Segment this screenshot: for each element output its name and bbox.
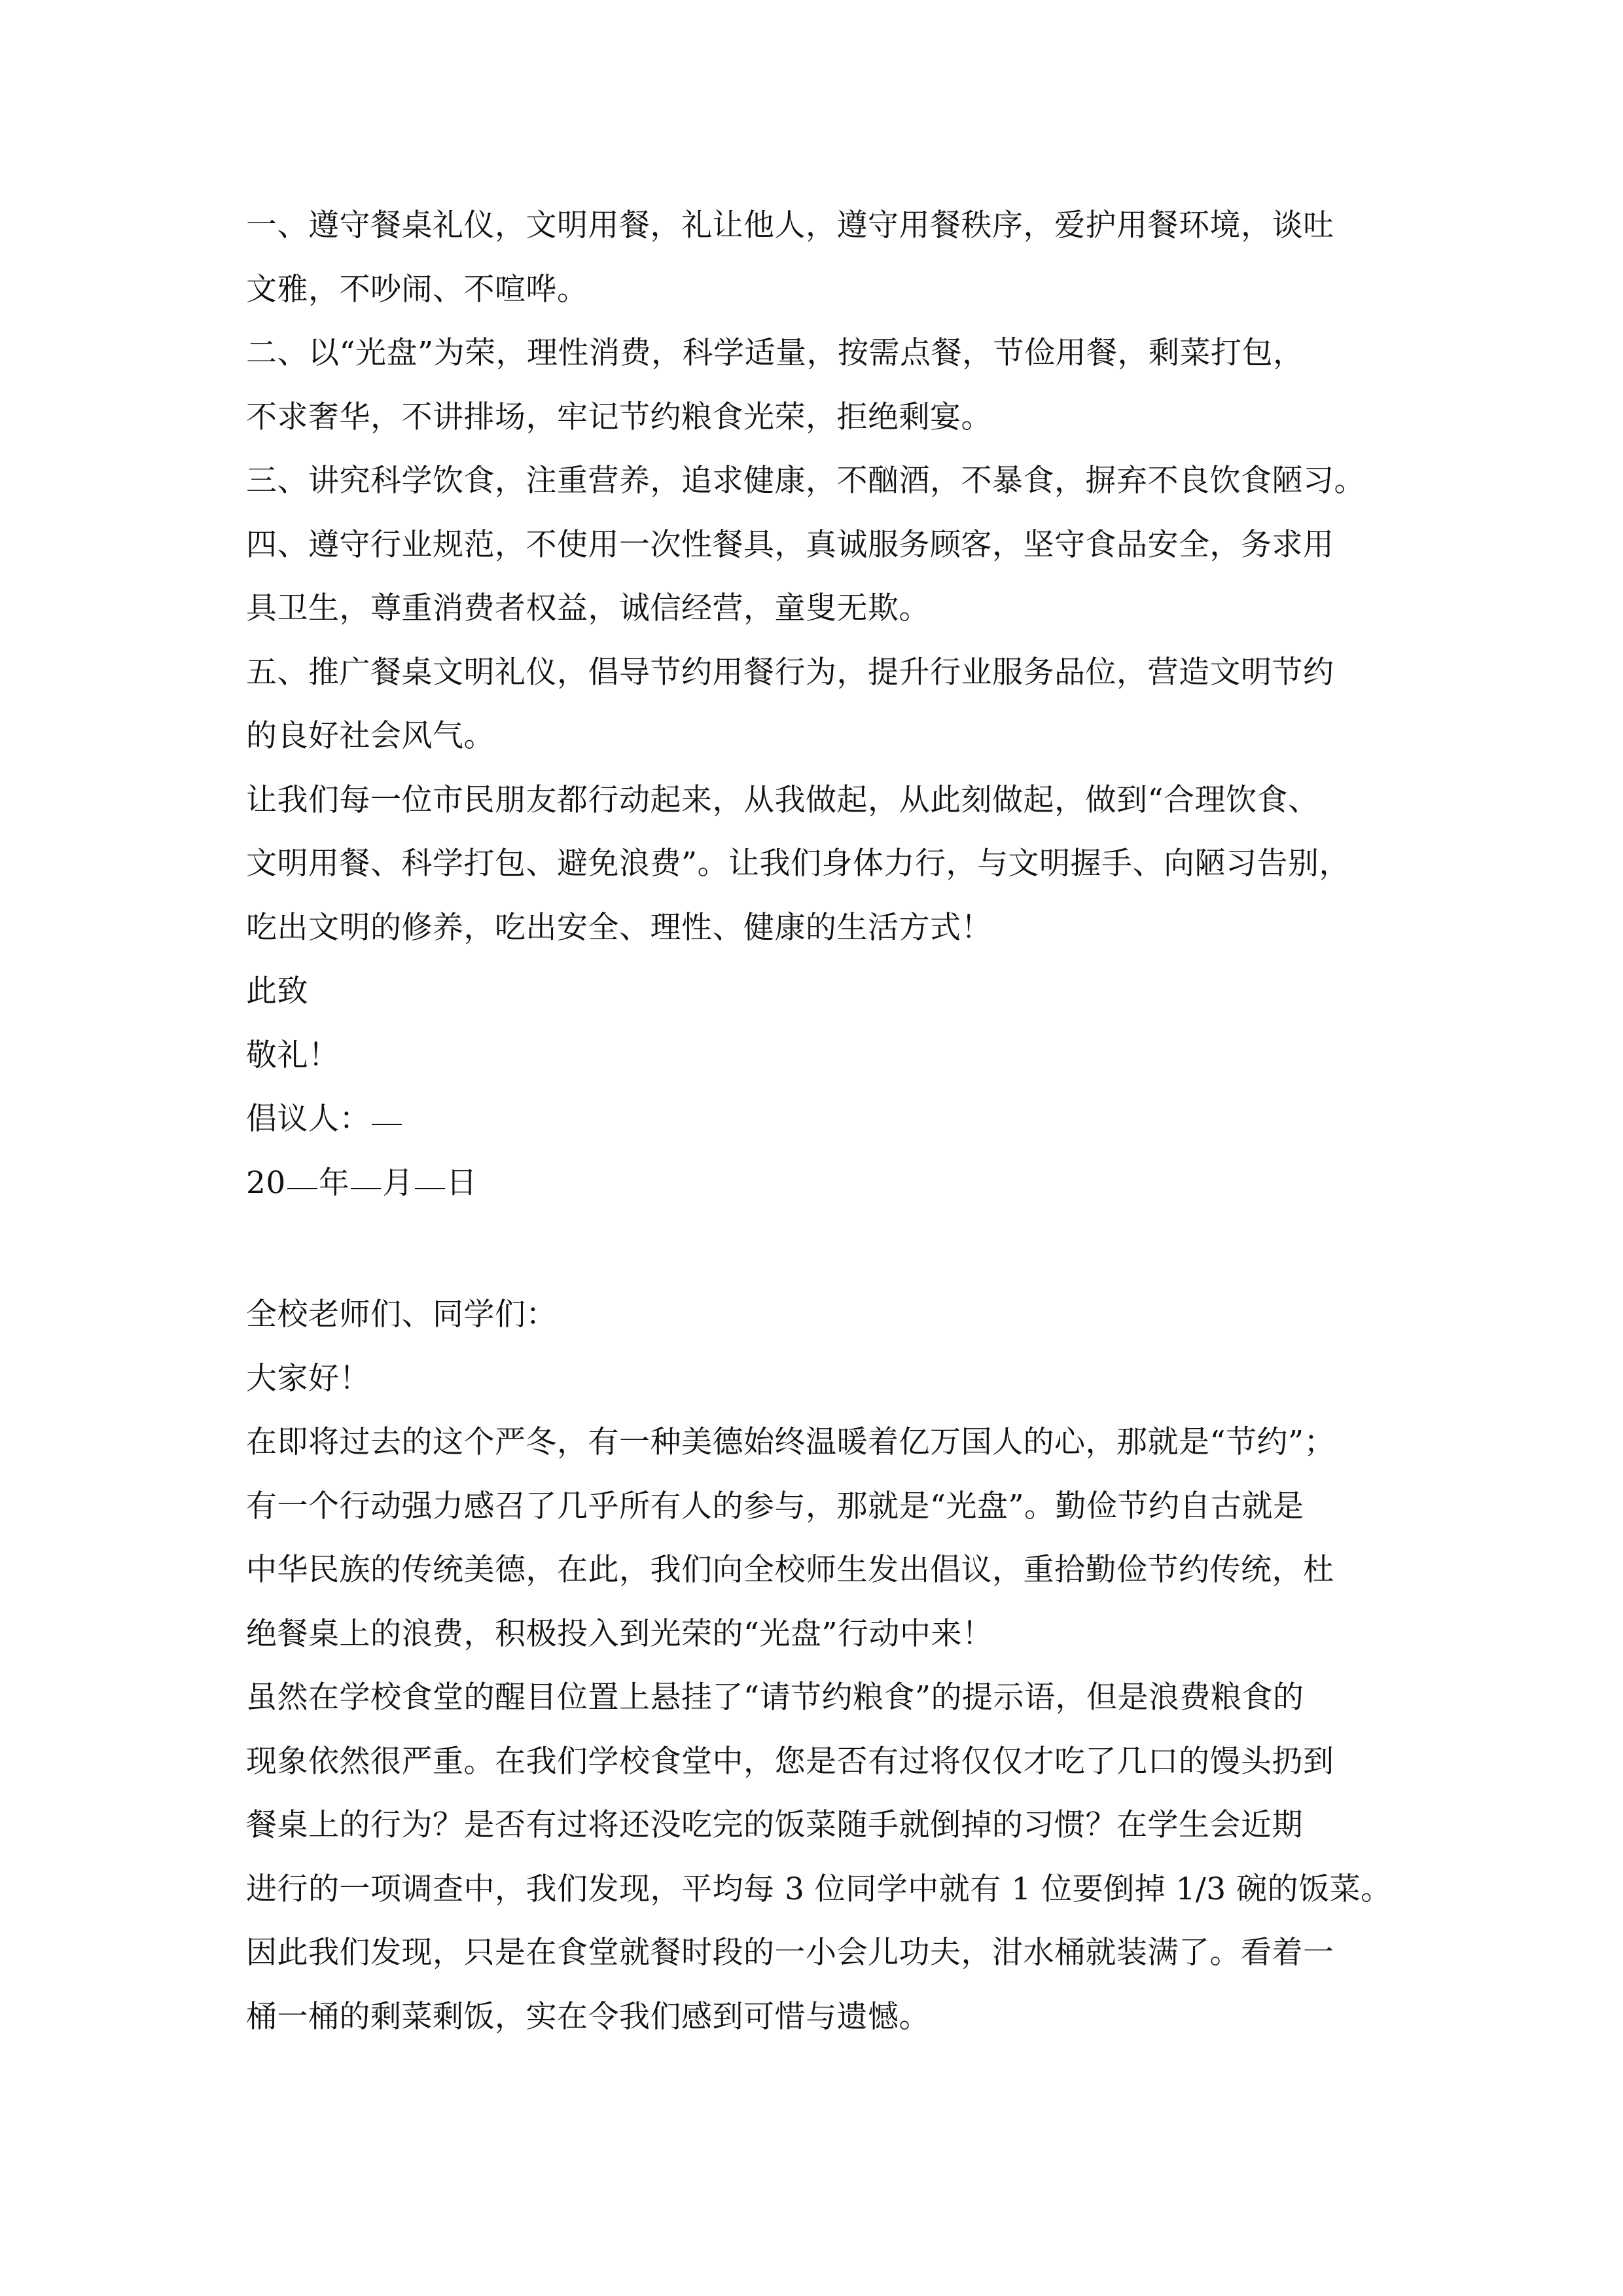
school-letter-section — [246, 1283, 1392, 2049]
proposal-section — [246, 194, 1378, 1215]
letter-greeting: 全校老师们、同学们： — [246, 1297, 557, 1333]
day-blank — [415, 1187, 445, 1189]
paragraph-line: 的良好社会风气。 — [246, 718, 495, 754]
paragraph-line: 有一个行动强力感召了几乎所有人的参与，那就是“光盘”。勤俭节约自古就是 — [246, 1488, 1304, 1524]
date-year-label: 年 — [318, 1164, 350, 1201]
paragraph-line: 不求奢华，不讲排场，牢记节约粮食光荣，拒绝剩宴。 — [246, 399, 992, 435]
date-day-label: 日 — [446, 1164, 478, 1201]
paragraph-line: 三、讲究科学饮食，注重营养，追求健康，不酗酒，不暴食，摒弃不良饮食陋习。 — [246, 463, 1365, 499]
proposer-line — [246, 1087, 1378, 1151]
paragraph-line: 文明用餐、科学打包、避免浪费”。让我们身体力行，与文明握手、向陋习告别， — [246, 846, 1351, 882]
paragraph-line: 进行的一项调查中，我们发现，平均每 3 位同学中就有 1 位要倒掉 1/3 碗的饭菜。 — [246, 1871, 1392, 1907]
letter-hello: 大家好！ — [246, 1360, 370, 1397]
paragraph-line: 因此我们发现，只是在食堂就餐时段的一小会儿功夫，泔水桶就装满了。看着一 — [246, 1935, 1334, 1971]
date-line — [246, 1151, 1378, 1215]
paragraph-line: 绝餐桌上的浪费，积极投入到光荣的“光盘”行动中来！ — [246, 1615, 993, 1652]
date-month-label: 月 — [382, 1164, 414, 1201]
year-blank — [287, 1187, 317, 1189]
proposer-blank — [372, 1122, 402, 1125]
paragraph-line: 餐桌上的行为？是否有过将还没吃完的饭菜随手就倒掉的习惯？在学生会近期 — [246, 1807, 1303, 1843]
date-year-prefix: 20 — [246, 1164, 286, 1201]
paragraph-line: 吃出文明的修养，吃出安全、理性、健康的生活方式！ — [246, 909, 992, 946]
paragraph-line: 虽然在学校食堂的醒目位置上悬挂了“请节约粮食”的提示语，但是浪费粮食的 — [246, 1679, 1304, 1715]
paragraph-line: 一、遵守餐桌礼仪，文明用餐，礼让他人，遵守用餐秩序，爱护用餐环境，谈吐 — [246, 207, 1334, 243]
closing-regards: 敬礼！ — [246, 1037, 340, 1073]
paragraph-line: 中华民族的传统美德，在此，我们向全校师生发出倡议，重拾勤俭节约传统，杜 — [246, 1552, 1334, 1588]
paragraph-line: 桶一桶的剩菜剩饭，实在令我们感到可惜与遗憾。 — [246, 1998, 930, 2035]
paragraph-line: 二、以“光盘”为荣，理性消费，科学适量，按需点餐，节俭用餐，剩菜打包， — [246, 335, 1304, 371]
paragraph-line: 五、推广餐桌文明礼仪，倡导节约用餐行为，提升行业服务品位，营造文明节约 — [246, 654, 1334, 691]
paragraph-line: 四、遵守行业规范，不使用一次性餐具，真诚服务顾客，坚守食品安全，务求用 — [246, 526, 1334, 563]
closing-salutation: 此致 — [246, 973, 308, 1009]
paragraph-line: 现象依然很严重。在我们学校食堂中，您是否有过将仅仅才吃了几口的馒头扔到 — [246, 1743, 1334, 1780]
paragraph-line: 具卫生，尊重消费者权益，诚信经营，童叟无欺。 — [246, 590, 930, 626]
paragraph-line: 在即将过去的这个严冬，有一种美德始终温暖着亿万国人的心，那就是“节约”； — [246, 1424, 1336, 1460]
proposer-label: 倡议人： — [246, 1101, 370, 1137]
paragraph-line: 文雅，不吵闹、不喧哗。 — [246, 271, 588, 308]
paragraph-line: 让我们每一位市民朋友都行动起来，从我做起，从此刻做起，做到“合理饮食、 — [246, 781, 1319, 818]
month-blank — [351, 1187, 381, 1189]
